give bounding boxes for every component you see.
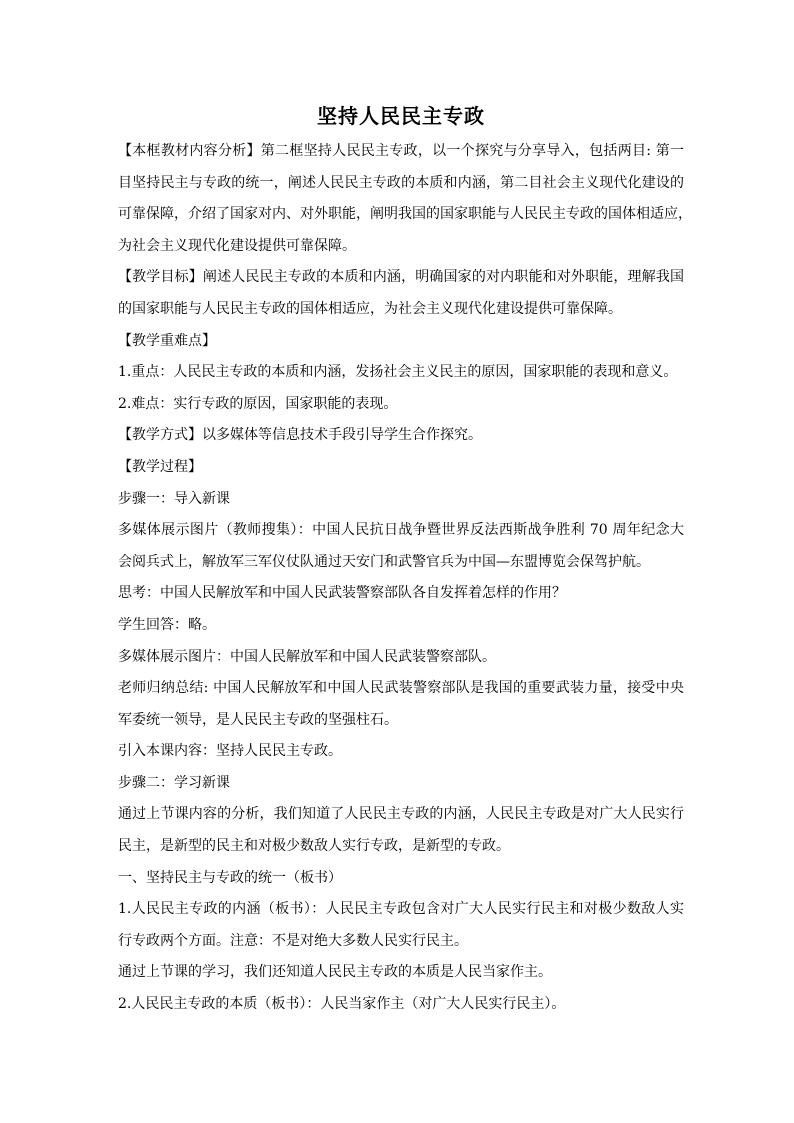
text-line: 1.人民民主专政的内涵（板书）：人民民主专政包含对广大人民实行民主和对极少数敌人实	[118, 901, 684, 918]
text-line: 为社会主义现代化建设提供可靠保障。	[118, 237, 356, 254]
text-line: 多媒体展示图片：中国人民解放军和中国人民武装警察部队。	[118, 648, 496, 665]
text-line: 引入本课内容：坚持人民民主专政。	[118, 743, 342, 760]
text-line: 的国家职能与人民民主专政的国体相适应，为社会主义现代化建设提供可靠保障。	[118, 300, 622, 317]
text-line: 【教学方式】以多媒体等信息技术手段引导学生合作探究。	[118, 427, 482, 444]
document-page	[118, 102, 692, 1021]
text-line: 【教学过程】	[118, 458, 202, 475]
text-line: 步骤一：导入新课	[118, 490, 230, 507]
text-line: 军委统一领导，是人民民主专政的坚强柱石。	[118, 711, 398, 728]
text-line: 一、坚持民主与专政的统一（板书）	[118, 869, 342, 886]
text-line: 多媒体展示图片（教师搜集）：中国人民抗日战争暨世界反法西斯战争胜利 70 周年纪念大	[118, 522, 684, 539]
document-title: 坚持人民民主专政	[317, 104, 485, 128]
text-line: 可靠保障，介绍了国家对内、对外职能，阐明我国的国家职能与人民民主专政的国体相适应，	[118, 206, 692, 223]
text-line: 思考：中国人民解放军和中国人民武装警察部队各自发挥着怎样的作用？	[118, 585, 566, 602]
document-body	[118, 136, 692, 1021]
text-line: 会阅兵式上，解放军三军仪仗队通过天安门和武警官兵为中国—东盟博览会保驾护航。	[118, 553, 650, 570]
text-line: 1.重点：人民民主专政的本质和内涵，发扬社会主义民主的原因，国家职能的表现和意义。	[118, 364, 678, 381]
text-line: 行专政两个方面。注意：不是对绝大多数人民实行民主。	[118, 932, 468, 949]
text-line: 【教学目标】阐述人民民主专政的本质和内涵，明确国家的对内职能和对外职能，理解我国	[118, 269, 684, 286]
text-line: 【教学重难点】	[118, 332, 216, 349]
text-line: 2.难点：实行专政的原因，国家职能的表现。	[118, 395, 398, 412]
text-line: 目坚持民主与专政的统一，阐述人民民主专政的本质和内涵，第二目社会主义现代化建设的	[118, 174, 684, 191]
text-line: 学生回答：略。	[118, 616, 216, 633]
text-line: 老师归纳总结: 中国人民解放军和中国人民武装警察部队是我国的重要武装力量，接受中央	[118, 680, 684, 697]
text-line: 步骤二：学习新课	[118, 774, 230, 791]
text-line: 通过上节课内容的分析，我们知道了人民民主专政的内涵，人民民主专政是对广大人民实行	[118, 806, 684, 823]
text-line: 【本框教材内容分析】第二框坚持人民民主专政，以一个探究与分享导入，包括两目: 第一	[118, 143, 684, 159]
text-line: 通过上节课的学习，我们还知道人民民主专政的本质是人民当家作主。	[118, 964, 552, 981]
text-line: 2.人民民主专政的本质（板书）：人民当家作主（对广大人民实行民主）。	[118, 996, 566, 1013]
text-line: 民主，是新型的民主和对极少数敌人实行专政，是新型的专政。	[118, 838, 510, 855]
